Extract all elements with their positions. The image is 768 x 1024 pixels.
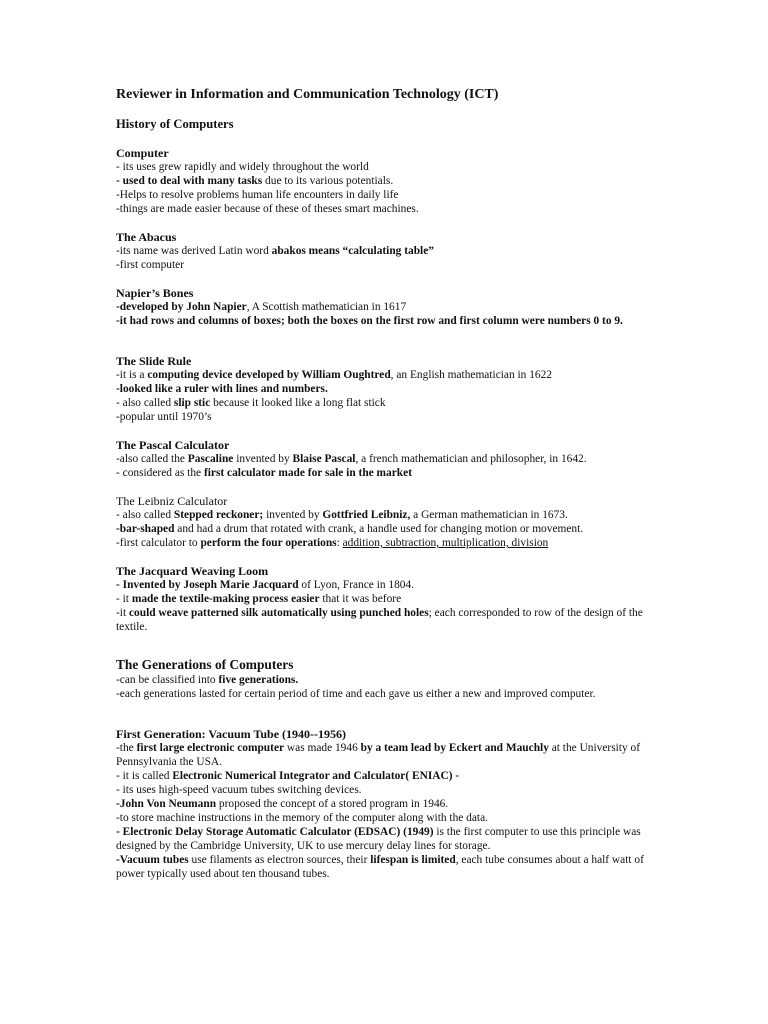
text-line: -looked like a ruler with lines and numbers.: [116, 383, 328, 395]
text-line: -the first large electronic computer was made 1946 by a team lead by Eckert and Mauchly at the University of Pennsylvania the USA.: [116, 742, 640, 768]
text-line: -Helps to resolve problems human life encounters in daily life: [116, 189, 399, 201]
text-line: - also called Stepped reckoner; invented by Gottfried Leibniz, a German mathematician in 1673.: [116, 509, 568, 521]
section-jacquard: [116, 564, 656, 634]
section-abacus: [116, 230, 656, 272]
text-line: -popular until 1970’s: [116, 411, 212, 423]
text-line: -first computer: [116, 259, 185, 271]
text-line: -it is a computing device developed by William Oughtred, an English mathematician in 1622: [116, 369, 553, 381]
heading-leibniz: The Leibniz Calculator: [116, 494, 228, 508]
text-line: - Invented by Joseph Marie Jacquard of Lyon, France in 1804.: [116, 579, 415, 591]
section-computer: [116, 146, 656, 216]
section-pascal: [116, 438, 656, 480]
section-leibniz: [116, 494, 656, 550]
text-line: - considered as the first calculator made for sale in the market: [116, 467, 412, 479]
text-line: - its uses grew rapidly and widely throughout the world: [116, 161, 369, 173]
section-subtitle: History of Computers: [116, 117, 234, 131]
text-line: -things are made easier because of these of theses smart machines.: [116, 203, 419, 215]
heading-jacquard: The Jacquard Weaving Loom: [116, 564, 269, 578]
section-generations: [116, 656, 656, 701]
text-line: - also called slip stic because it looked like a long flat stick: [116, 397, 386, 409]
text-line: -developed by John Napier, A Scottish mathematician in 1617: [116, 301, 407, 313]
text-line: -also called the Pascaline invented by Blaise Pascal, a french mathematician and philosopher, in 1642.: [116, 453, 587, 465]
heading-generations: The Generations of Computers: [116, 657, 294, 672]
text-line: - its uses high-speed vacuum tubes switching devices.: [116, 784, 362, 796]
document-title: Reviewer in Information and Communication Technology (ICT): [116, 87, 499, 102]
heading-abacus: The Abacus: [116, 230, 177, 244]
heading-computer: Computer: [116, 146, 169, 160]
document-page: [116, 86, 656, 895]
section-slide-rule: [116, 354, 656, 424]
text-line: -bar-shaped and had a drum that rotated with crank, a handle used for changing motion or movement.: [116, 523, 584, 535]
text-line: -each generations lasted for certain period of time and each gave us either a new and improved computer.: [116, 688, 596, 700]
text-line: - it made the textile-making process easier that it was before: [116, 593, 402, 605]
text-line: -can be classified into five generations.: [116, 674, 299, 686]
heading-slide-rule: The Slide Rule: [116, 354, 192, 368]
text-line: -it had rows and columns of boxes; both the boxes on the first row and first column were numbers 0 to 9.: [116, 315, 623, 327]
section-first-generation: [116, 727, 656, 881]
text-line: - it is called Electronic Numerical Integrator and Calculator( ENIAC) -: [116, 770, 460, 782]
heading-first-generation: First Generation: Vacuum Tube (1940--1956): [116, 727, 347, 741]
text-line: -to store machine instructions in the memory of the computer along with the data.: [116, 812, 488, 824]
heading-pascal: The Pascal Calculator: [116, 438, 230, 452]
text-line: -first calculator to perform the four operations: addition, subtraction, multiplication, division: [116, 537, 549, 549]
text-line: - Electronic Delay Storage Automatic Calculator (EDSAC) (1949) is the first computer to use this principle was designed by the Cambridge University, UK to use mercury delay lines for storage.: [116, 826, 641, 852]
heading-napier: Napier’s Bones: [116, 286, 194, 300]
text-line: - used to deal with many tasks due to its various potentials.: [116, 175, 394, 187]
section-napier: [116, 286, 656, 328]
text-line: -John Von Neumann proposed the concept of a stored program in 1946.: [116, 798, 449, 810]
text-line: -it could weave patterned silk automatically using punched holes; each corresponded to row of the design of the textile.: [116, 607, 643, 633]
text-line: -Vacuum tubes use filaments as electron sources, their lifespan is limited, each tube consumes about a half watt of power typically used about ten thousand tubes.: [116, 854, 644, 880]
text-line: -its name was derived Latin word abakos means “calculating table”: [116, 245, 434, 257]
